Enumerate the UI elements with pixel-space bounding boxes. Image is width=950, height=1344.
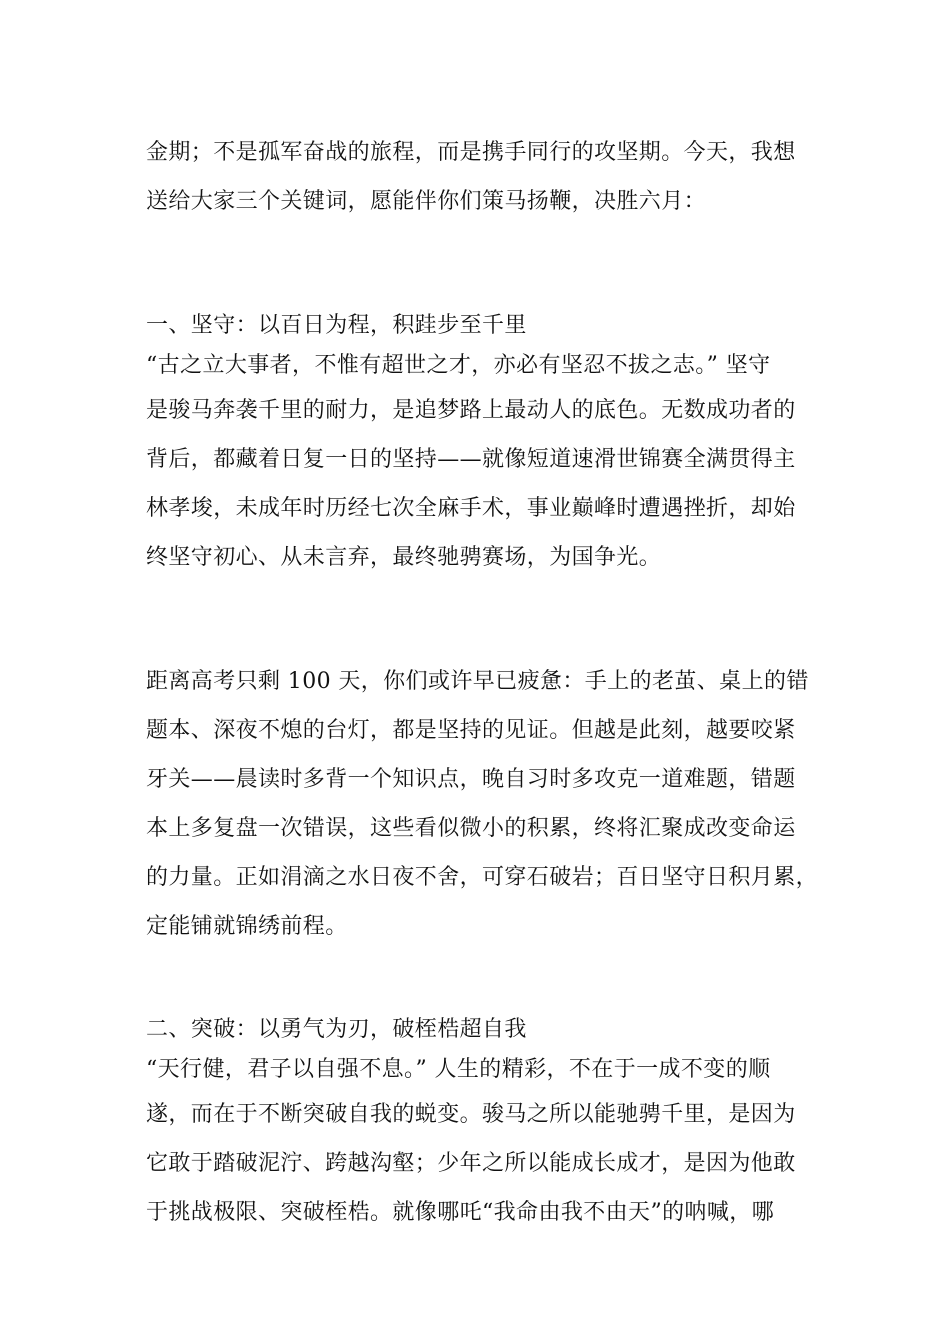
section-2 — [146, 1011, 816, 1237]
text-line: 于挑战极限、突破桎梏。就像哪吒“我命由我不由天”的呐喊，哪 — [146, 1200, 775, 1225]
paragraph-gap — [146, 226, 816, 307]
text-line: 终坚守初心、从未言弃，最终驰骋赛场，为国争光。 — [146, 545, 662, 570]
section-1-paragraph-1 — [146, 345, 816, 582]
text-line: 是骏马奔袭千里的耐力，是追梦路上最动人的底色。无数成功者的 — [146, 398, 796, 423]
paragraph-gap — [146, 582, 816, 657]
text-line: 金期；不是孤军奋战的旅程，而是携手同行的攻坚期。今天，我想 — [146, 140, 796, 165]
text-line: 题本、深夜不熄的台灯，都是坚持的见证。但越是此刻，越要咬紧 — [146, 718, 796, 743]
text-line: “天行健，君子以自强不息。” 人生的精彩，不在于一成不变的顺 — [146, 1057, 771, 1082]
text-line: 它敢于踏破泥泞、跨越沟壑；少年之所以能成长成才，是因为他敢 — [146, 1151, 796, 1176]
text-line: 定能铺就锦绣前程。 — [146, 914, 348, 939]
text-line: 牙关——晨读时多背一个知识点，晚自习时多攻克一道难题，错题 — [146, 767, 796, 792]
section-1 — [146, 307, 819, 951]
intro-paragraph — [146, 128, 816, 226]
text-line: 本上多复盘一次错误，这些看似微小的积累，终将汇聚成改变命运 — [146, 816, 796, 841]
section-2-paragraph-1 — [146, 1049, 816, 1237]
section-1-paragraph-2 — [146, 657, 819, 951]
section-heading: 二、突破：以勇气为刃，破桎梏超自我 — [146, 1017, 527, 1042]
paragraph-gap — [146, 951, 816, 1011]
text-line: 林孝埈，未成年时历经七次全麻手术，事业巅峰时遭遇挫折，却始 — [146, 496, 796, 521]
text-line: 送给大家三个关键词，愿能伴你们策马扬鞭，决胜六月： — [146, 189, 707, 214]
text-line: 背后，都藏着日复一日的坚持——就像短道速滑世锦赛全满贯得主 — [146, 447, 796, 472]
text-line: 遂，而在于不断突破自我的蜕变。骏马之所以能驰骋千里，是因为 — [146, 1102, 796, 1127]
text-line: 的力量。正如涓滴之水日夜不舍，可穿石破岩；百日坚守日积月累， — [146, 865, 819, 890]
text-line: “古之立大事者，不惟有超世之才，亦必有坚忍不拔之志。” 坚守 — [146, 353, 771, 378]
text-line: 距离高考只剩 100 天，你们或许早已疲惫：手上的老茧、桌上的错 — [146, 669, 809, 694]
document-page — [146, 128, 819, 1237]
section-heading: 一、坚守：以百日为程，积跬步至千里 — [146, 313, 527, 338]
